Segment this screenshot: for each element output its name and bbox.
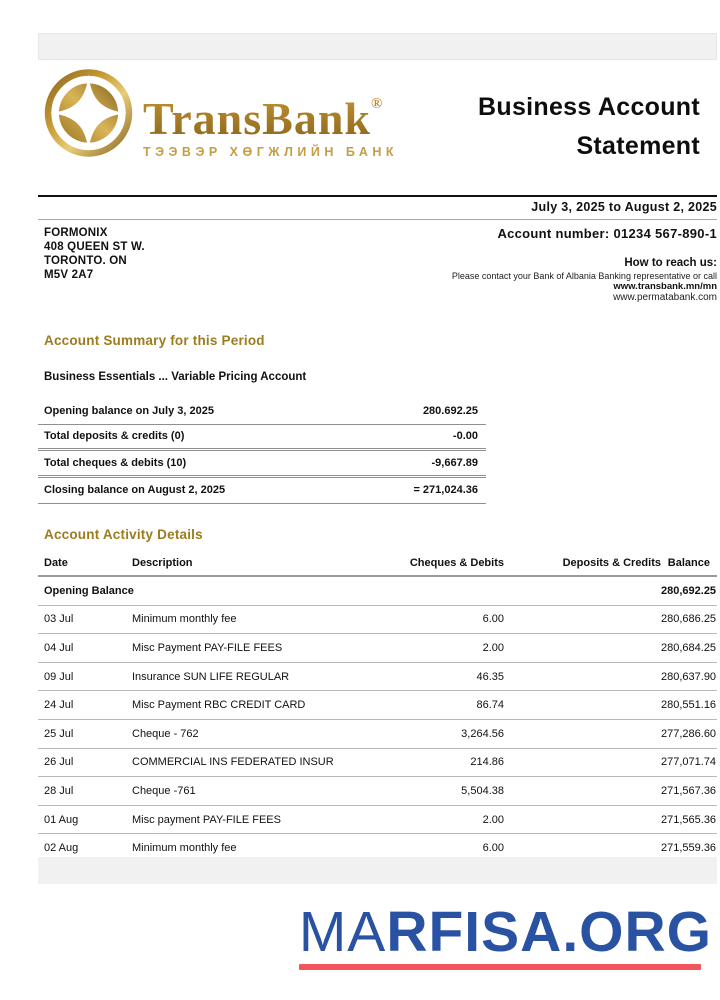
txn-date: 03 Jul (44, 613, 74, 626)
table-row (38, 663, 717, 692)
address-line: FORMONIX (44, 227, 108, 239)
txn-debit: 6.00 (482, 842, 504, 855)
txn-debit: 3,264.56 (461, 727, 504, 740)
brand-subtitle: ТЭЭВЭР ХӨГЖЛИЙН БАНК (143, 145, 399, 159)
txn-debit: 86.74 (476, 699, 504, 712)
document-title (478, 88, 700, 166)
header (40, 66, 700, 166)
summary-value: 280.692.25 (422, 404, 478, 417)
txn-description: Insurance SUN LIFE REGULAR (132, 670, 290, 683)
table-row (38, 720, 717, 749)
summary-label: Closing balance on August 2, 2025 (44, 484, 226, 497)
txn-debit: 6.00 (482, 613, 504, 626)
table-row (38, 634, 717, 663)
txn-debit: 2.00 (482, 813, 504, 826)
bottom-grey-bar (38, 857, 717, 884)
table-row (38, 691, 717, 720)
summary-label: Total deposits & credits (0) (44, 430, 185, 443)
statement-meta (44, 226, 717, 303)
txn-date: 28 Jul (44, 784, 74, 797)
address-line: TORONTO. ON (44, 255, 127, 267)
summary-row-closing (38, 478, 486, 505)
summary-table (38, 398, 486, 504)
document-title-line2: Statement (576, 132, 700, 160)
summary-label: Total cheques & debits (10) (44, 456, 187, 469)
summary-value: -0.00 (452, 430, 478, 443)
customer-address (44, 226, 145, 303)
txn-balance: 280,686.25 (661, 613, 717, 626)
bank-logo (40, 66, 398, 160)
txn-description: Cheque -761 (132, 784, 196, 797)
txn-date: 04 Jul (44, 641, 74, 654)
table-row (38, 606, 717, 635)
col-debits: Cheques & Debits (409, 556, 504, 569)
txn-balance: 277,286.60 (661, 727, 717, 740)
summary-row-opening (38, 398, 486, 425)
summary-label: Opening balance on July 3, 2025 (44, 404, 214, 417)
txn-balance: 271,565.36 (661, 813, 717, 826)
watermark-prefix: MA (298, 900, 387, 964)
summary-value: -9,667.89 (431, 456, 478, 469)
txn-description: Cheque - 762 (132, 727, 199, 740)
summary-value: = 271,024.36 (413, 484, 478, 497)
txn-date: 01 Aug (44, 813, 79, 826)
txn-date: 24 Jul (44, 699, 74, 712)
address-line: 408 QUEEN ST W. (44, 241, 145, 253)
txn-description: Misc Payment PAY-FILE FEES (132, 641, 283, 654)
txn-debit: 5,504.38 (461, 784, 504, 797)
summary-heading: Account Summary for this Period (44, 333, 265, 348)
summary-product-name: Business Essentials ... Variable Pricing Account (44, 371, 307, 383)
activity-table (38, 550, 717, 863)
statement-period: July 3, 2025 to August 2, 2025 (38, 200, 717, 220)
col-credits: Deposits & Credits (562, 556, 661, 569)
account-number: Account number: 01234 567-890-1 (497, 226, 717, 241)
watermark (298, 900, 712, 970)
opening-balance-label: Opening Balance (44, 584, 134, 597)
table-row (38, 806, 717, 835)
txn-date: 26 Jul (44, 756, 74, 769)
txn-date: 25 Jul (44, 727, 74, 740)
address-line: M5V 2A7 (44, 269, 94, 281)
reach-heading: How to reach us: (624, 257, 717, 269)
txn-description: Minimum monthly fee (132, 842, 237, 855)
txn-balance: 271,559.36 (661, 842, 717, 855)
txn-debit: 46.35 (476, 670, 504, 683)
reach-text: Please contact your Bank of Albania Banking representative or call (451, 271, 717, 281)
bank-url-primary: www.transbank.mn/mn (613, 281, 717, 292)
transbank-emblem-icon (40, 66, 137, 160)
table-row (38, 749, 717, 778)
top-grey-bar (38, 33, 717, 60)
opening-balance-row (38, 577, 717, 606)
txn-date: 02 Aug (44, 842, 79, 855)
watermark-rest: RFISA.ORG (386, 900, 712, 964)
txn-description: Minimum monthly fee (132, 613, 237, 626)
txn-date: 09 Jul (44, 670, 74, 683)
header-divider (38, 195, 717, 197)
col-date: Date (44, 556, 68, 569)
txn-balance: 277,071.74 (661, 756, 717, 769)
txn-debit: 2.00 (482, 641, 504, 654)
summary-row-debits (38, 451, 486, 478)
txn-balance: 280,637.90 (661, 670, 717, 683)
bank-url-secondary: www.permatabank.com (613, 292, 717, 303)
txn-balance: 280,551.16 (661, 699, 717, 712)
opening-balance-value: 280,692.25 (661, 584, 717, 597)
brand-text (143, 67, 398, 159)
txn-description: Misc Payment RBC CREDIT CARD (132, 699, 306, 712)
document-title-line1: Business Account (478, 93, 700, 121)
activity-header-row (38, 550, 717, 577)
txn-debit: 214.86 (470, 756, 504, 769)
table-row (38, 777, 717, 806)
col-description: Description (132, 556, 193, 569)
registered-mark: ® (371, 96, 383, 112)
contact-block (452, 226, 717, 303)
watermark-underline (299, 964, 701, 970)
col-balance: Balance (667, 556, 710, 569)
summary-row-deposits (38, 425, 486, 452)
txn-balance: 280,684.25 (661, 641, 717, 654)
brand-name: TransBank® (143, 81, 398, 142)
watermark-text (298, 900, 712, 964)
activity-heading: Account Activity Details (44, 527, 203, 542)
txn-description: Misc payment PAY-FILE FEES (132, 813, 281, 826)
txn-description: COMMERCIAL INS FEDERATED INSUR (132, 756, 334, 769)
txn-balance: 271,567.36 (661, 784, 717, 797)
